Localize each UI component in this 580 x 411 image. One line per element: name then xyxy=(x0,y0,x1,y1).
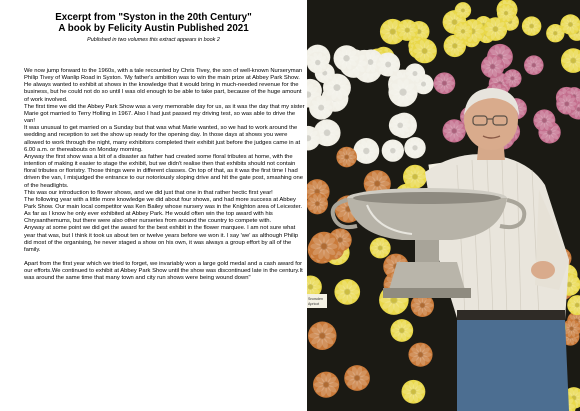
chrysanthemum-bloom xyxy=(313,372,339,398)
subtitle: Published in two volumes this extract appears in book 2 xyxy=(87,36,220,43)
chrysanthemum-bloom xyxy=(455,2,471,18)
svg-text:Apricot: Apricot xyxy=(308,302,320,306)
chrysanthemum-bloom xyxy=(408,343,432,367)
chrysanthemum-bloom xyxy=(454,22,473,41)
paragraph: Anyway at some point we did get the award for the best exhibit in the flower marquee. I am not sure what year that was, but I think it took us about ten or twelve years before we won it. I say 'we' as although Philip did most of the organising, he never staged a show on his own, it was always a group effort by all of the family. xyxy=(24,225,299,253)
title-line-1: Excerpt from "Syston in the 20th Century" xyxy=(55,12,252,23)
chrysanthemum-bloom xyxy=(307,52,329,74)
chrysanthemum-bloom xyxy=(402,380,426,404)
chrysanthemum-bloom xyxy=(397,19,419,41)
chrysanthemum-bloom xyxy=(309,232,338,261)
chrysanthemum-bloom xyxy=(390,319,413,342)
chrysanthemum-bloom xyxy=(481,55,504,78)
chrysanthemum-bloom xyxy=(524,55,544,75)
chrysanthemum-bloom xyxy=(533,109,555,131)
title-line-2: A book by Felicity Austin Published 2021 xyxy=(58,23,249,35)
chrysanthemum-bloom xyxy=(344,365,370,391)
chrysanthemum-bloom xyxy=(403,165,427,189)
chrysanthemum-bloom xyxy=(556,93,577,114)
chrysanthemum-bloom xyxy=(336,147,357,168)
chrysanthemum-bloom xyxy=(334,45,360,71)
paragraph: It was unusual to get married on a Sunday but that was what Marie wanted, so we had to work around the wedding and reception to set the show up ready for the opening day. In those days at shows you were allowed to work through the night, many exhibitors completed their exhibit just before the judges came in at 6.00 a.m. or thereabouts on Monday morning. xyxy=(24,125,301,153)
chrysanthemum-bloom xyxy=(522,16,542,36)
photo-man-with-trophy xyxy=(307,0,580,411)
svg-text:Snowden: Snowden xyxy=(308,297,323,301)
chrysanthemum-bloom xyxy=(307,193,328,214)
excerpt-header xyxy=(0,12,307,43)
excerpt-body xyxy=(24,68,305,283)
chrysanthemum-bloom xyxy=(389,114,412,137)
chrysanthemum-bloom xyxy=(376,52,400,76)
paragraph: We now jump forward to the 1960s, with a tale recounted by Chris Tivey, the son of well-known Nurseryman Philip Tivey of Wanlip Road in Syston. 'My father's ambition was to win the main prize at Abbey Park Show. He always wanted to exhibit at shows in the knowledge that it would bring in much-needed revenue for the business, but he could not do so until I was old enough to be able to take part, because of the huge amount of work involved. xyxy=(24,68,303,103)
chrysanthemum-bloom xyxy=(334,279,360,305)
paragraph: Apart from the first year which we tried to forget, we invariably won a large gold medal and a cash award for our efforts.We continued to exhibit at Abbey Park Show until the show was discontinued late in the century.It was around the same time that many town and city run shows were being wound down" xyxy=(24,261,303,282)
paragraph: The following year with a little more knowledge we did about four shows, and had more success at Abbey Park Show. Our main local competitor was Ken Bailey whose nursery was in the Knighton area of Leicester. As far as I know he only ever exhibited at Abbey Park. He would often win the top award with his Chrysanthemums, but there were also other nurseries from around the country to compete with. xyxy=(24,196,303,225)
chrysanthemum-bloom xyxy=(308,322,337,351)
chrysanthemum-bloom xyxy=(434,72,456,94)
chrysanthemum-bloom xyxy=(388,78,417,107)
chrysanthemum-bloom xyxy=(382,140,404,162)
paragraph: The first time we did the Abbey Park Show was a very memorable day for us, as it was the day that my sister Marie got married to Terry Holling in 1967. Also I had just passed my driving test, so was able to drive the van! xyxy=(24,103,305,125)
chrysanthemum-bloom xyxy=(404,137,425,158)
flower-label-snowden xyxy=(307,294,327,308)
paragraph-gap xyxy=(24,254,305,261)
paragraph: Anyway the first show was a bit of a disaster as father had created some floral tributes at home, with the intention of making it easier to stage the exhibit, but we didn't realise then that exhibits should not contain floral tributes or floristry. Those things were in different classes. On top of that, as it was the first time I had driven the van, I misjudged the entrance to our notoriously sloping drive and hit the gate post, smashing one of the headlights. xyxy=(24,153,304,189)
chrysanthemum-bloom xyxy=(370,238,391,259)
paragraph: This was our introduction to flower shows, and we did just that one in that rather hectic first year! xyxy=(24,189,273,196)
chrysanthemum-bloom xyxy=(497,4,515,22)
chrysanthemum-bloom xyxy=(309,96,333,120)
chrysanthemum-bloom xyxy=(560,14,580,34)
chrysanthemum-bloom xyxy=(353,138,379,164)
chrysanthemum-bloom xyxy=(503,69,521,87)
photo-illustration xyxy=(307,0,580,411)
chrysanthemum-bloom xyxy=(412,39,437,64)
